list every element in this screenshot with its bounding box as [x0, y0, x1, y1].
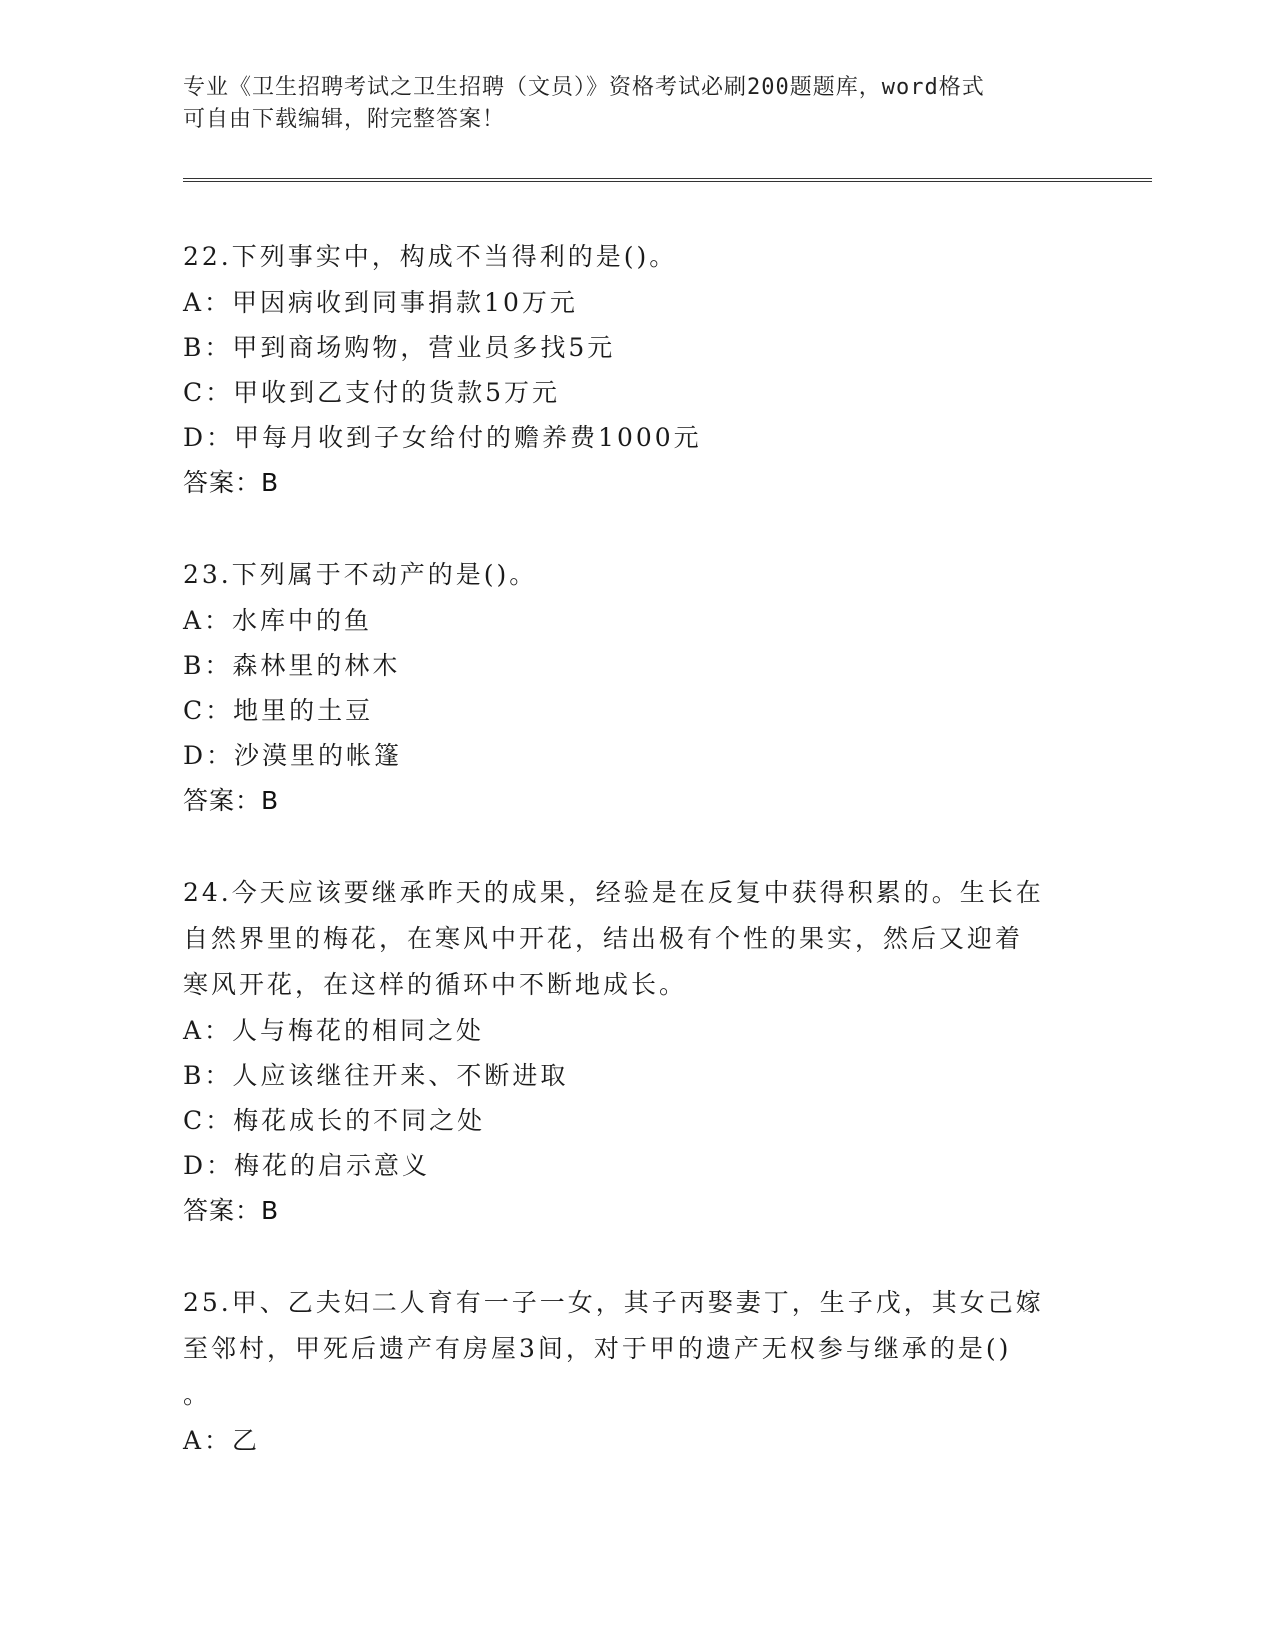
question-stem-line: 。 — [183, 1380, 212, 1409]
header-divider — [183, 178, 1152, 182]
question-25 — [183, 1280, 1083, 1463]
option-c: C：甲收到乙支付的货款5万元 — [183, 378, 561, 407]
question-23 — [183, 552, 1083, 824]
question-22 — [183, 234, 1083, 506]
option-d: D：梅花的启示意义 — [183, 1151, 431, 1180]
option-d: D：沙漠里的帐篷 — [183, 741, 403, 770]
answer: 答案：B — [183, 1196, 280, 1225]
header-title-line-1: 专业《卫生招聘考试之卫生招聘（文员）》资格考试必刷200题题库，word格式 — [183, 75, 985, 100]
question-stem-line: 25.甲、乙夫妇二人育有一子一女，其子丙娶妻丁，生子戊，其女己嫁 — [183, 1288, 1044, 1317]
option-c: C：地里的土豆 — [183, 696, 374, 725]
option-c: C：梅花成长的不同之处 — [183, 1106, 486, 1135]
question-stem-line: 24.今天应该要继承昨天的成果，经验是在反复中获得积累的。生长在 — [183, 878, 1044, 907]
question-24 — [183, 870, 1083, 1234]
option-a: A：水库中的鱼 — [183, 606, 373, 635]
question-list — [183, 234, 1083, 1509]
question-stem: 22.下列事实中，构成不当得利的是()。 — [183, 242, 678, 271]
option-a: A：甲因病收到同事捐款10万元 — [183, 288, 578, 317]
option-a: A：人与梅花的相同之处 — [183, 1016, 485, 1045]
document-header — [183, 72, 1083, 136]
header-title-line-2: 可自由下载编辑，附完整答案！ — [183, 107, 506, 132]
option-b: B：甲到商场购物，营业员多找5元 — [183, 333, 616, 362]
answer: 答案：B — [183, 468, 280, 497]
question-stem: 23.下列属于不动产的是()。 — [183, 560, 538, 589]
option-d: D：甲每月收到子女给付的赡养费1000元 — [183, 423, 702, 452]
option-b: B：人应该继往开来、不断进取 — [183, 1061, 569, 1090]
question-stem-line: 至邻村，甲死后遗产有房屋3间，对于甲的遗产无权参与继承的是() — [183, 1334, 1012, 1363]
question-stem-line: 寒风开花，在这样的循环中不断地成长。 — [183, 970, 688, 999]
answer: 答案：B — [183, 786, 280, 815]
question-stem-line: 自然界里的梅花，在寒风中开花，结出极有个性的果实，然后又迎着 — [183, 924, 1024, 953]
option-b: B：森林里的林木 — [183, 651, 401, 680]
option-a: A：乙 — [183, 1426, 261, 1455]
